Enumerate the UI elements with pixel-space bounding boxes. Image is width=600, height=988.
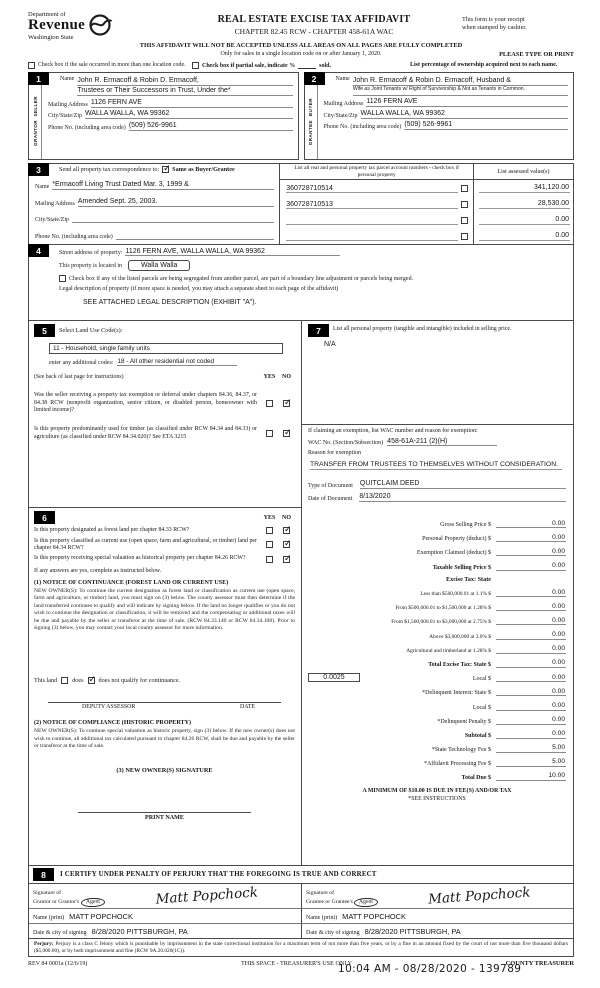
- does-not-checkbox[interactable]: [88, 677, 95, 684]
- grantee-signature[interactable]: Matt Popchock: [427, 884, 531, 908]
- corr-phone-label: Phone No. (including area code): [35, 234, 113, 241]
- receipt-note-line2: when stamped by cashier.: [462, 23, 527, 31]
- total-due-input[interactable]: 10.00: [496, 772, 566, 781]
- state-technology-fee-label: *State Technology Fee $: [431, 746, 491, 753]
- grantor-word: GRANTOR: [32, 120, 38, 147]
- treasurer-space-label: THIS SPACE - TREASURER'S USE ONLY: [241, 960, 353, 968]
- multi-location-label: Check box if the sale occurred in more than one location code.: [38, 62, 186, 68]
- deputy-assessor-label: DEPUTY ASSESSOR: [82, 703, 136, 710]
- grantor-date-row: [29, 923, 301, 938]
- subtotal-row: [308, 730, 566, 739]
- question-tax-exemption-text: Was the seller receiving a property tax exemption or deferral under chapters 84.36, 84.37, or 84.38 RCW (nonprofit organization, senior citizen, or disabled person, homeowner with limited income)?: [34, 392, 257, 413]
- form-title: REAL ESTATE EXCISE TAX AFFIDAVIT: [217, 14, 411, 25]
- buyer-phone-row: [324, 121, 569, 130]
- question-current-use: [34, 538, 295, 553]
- parcel-personal-checkbox[interactable]: [461, 217, 468, 224]
- gross-selling-price-input[interactable]: 0.00: [496, 520, 566, 529]
- tier3-input[interactable]: 0.00: [496, 617, 566, 626]
- tier4-row: [308, 631, 566, 640]
- grantor-signature-row: [29, 884, 301, 908]
- deputy-assessor-line: [48, 702, 281, 710]
- local-tax-row: [308, 673, 566, 682]
- assessed-value-input[interactable]: 0.00: [479, 232, 570, 241]
- left-column: [29, 321, 301, 865]
- parcel-row: [280, 196, 573, 212]
- subtotal-input[interactable]: 0.00: [496, 730, 566, 739]
- grantee-signature-row: [302, 884, 573, 908]
- form-chapter: CHAPTER 82.45 RCW - CHAPTER 458-61A WAC: [234, 27, 394, 36]
- timber-no-checkbox[interactable]: [283, 430, 290, 437]
- total-excise-state-row: [308, 659, 566, 668]
- parcel-number-input[interactable]: [286, 216, 458, 225]
- question-historic-text: Is this property receiving special valuation as historical property per chapter 84.26 RCW?: [34, 555, 246, 562]
- section-4-number: 4: [28, 244, 49, 257]
- cashier-timestamp: 10:04 AM - 08/28/2020 - 139789: [338, 963, 522, 975]
- segregated-label: Check box if any of the listed parcels are being segregated from another parcel, are part of a boundary line adjustment or parcels being merged.: [69, 275, 414, 282]
- buyer-city-label: City/State/Zip: [323, 112, 358, 119]
- taxable-selling-price-row: [308, 562, 566, 571]
- multi-location-item: [28, 62, 186, 69]
- grantee-date-row: [302, 923, 573, 938]
- forest-yes-checkbox[interactable]: [266, 527, 273, 534]
- delinquent-interest-local-row: [308, 702, 566, 711]
- affidavit-processing-fee-input[interactable]: 5.00: [496, 758, 566, 767]
- question-historic-boxes: [261, 556, 295, 563]
- located-in-row: [35, 260, 567, 271]
- current-use-no-checkbox[interactable]: [283, 541, 290, 548]
- does-checkbox[interactable]: [61, 677, 68, 684]
- designations-head: [34, 511, 295, 524]
- buyer-fields: [318, 73, 574, 159]
- send-correspondence-label: Send all property tax correspondence to:: [59, 166, 160, 174]
- send-correspondence-row: [35, 166, 274, 173]
- delinquent-interest-local-label: Local $: [472, 704, 491, 711]
- does-not-label: does not qualify for continuance.: [98, 676, 181, 684]
- parcel-number-input[interactable]: 360728710513: [286, 200, 458, 209]
- notice-compliance-body: NEW OWNER(S): To continue special valuation as historic property, sign (3) below. If the new owner(s) does not wish to continue, all additional tax calculated pursuant to chapter 84.26 RCW, shall be due and payable by the seller or transferor at the time of sale.: [34, 727, 295, 750]
- certification-head: [29, 866, 573, 883]
- see-back-note: (See back of last page for instructions): [34, 374, 124, 381]
- assessed-value-input[interactable]: 0.00: [479, 216, 570, 225]
- completion-warning: THIS AFFIDAVIT WILL NOT BE ACCEPTED UNLESS ALL AREAS ON ALL PAGES ARE FULLY COMPLETED: [139, 42, 463, 49]
- signature-grid: [29, 883, 573, 938]
- buyer-phone-input[interactable]: (509) 526-9961: [404, 121, 568, 130]
- local-tax-input[interactable]: 0.00: [496, 674, 566, 683]
- section-4-property: [28, 244, 574, 321]
- corr-city-row: [35, 214, 274, 223]
- yes-label: YES: [263, 374, 276, 381]
- section-3-number: 3: [28, 163, 49, 176]
- corr-name-label: Name: [35, 183, 50, 190]
- delinquent-penalty-input[interactable]: 0.00: [496, 716, 566, 725]
- delinquent-penalty-row: [308, 716, 566, 725]
- personal-property-deduct-row: [308, 534, 566, 543]
- personal-property-deduct-input[interactable]: 0.00: [496, 534, 566, 543]
- parcel-numbers-header: List all real and personal property tax parcel account numbers - check box if personal property: [294, 165, 459, 178]
- certify-statement: I CERTIFY UNDER PENALTY OF PERJURY THAT THE FOREGOING IS TRUE AND CORRECT: [60, 871, 377, 879]
- yes-label: YES: [263, 514, 276, 521]
- tier3-row: [308, 617, 566, 626]
- partial-sale-checkbox[interactable]: [192, 62, 199, 69]
- tier4-label: Above $3,000,000 at 3.0% $: [429, 633, 491, 640]
- buyer-name-input-line2[interactable]: Wife as Joint Tenants w/ Right of Survivorship & Not as Tenants in Common.: [353, 86, 568, 96]
- question-current-use-boxes: [261, 541, 295, 548]
- dor-logo-text: [28, 11, 85, 41]
- title-block: [166, 8, 462, 36]
- perjury-text: Perjury is a class C felony which is punishable by imprisonment in the state correctional institution for a maximum term of not more than five years, or by a fine in an amount fixed by the court of not more than five thousand dollars ($5,000.00), or by both imprisonment and fine (RCW 9A.20.020(1C)).: [34, 941, 568, 954]
- type-of-document-input[interactable]: QUITCLAIM DEED: [360, 480, 566, 489]
- section-6-designations: [29, 508, 301, 865]
- delinquent-interest-state-input[interactable]: 0.00: [496, 688, 566, 697]
- delinquent-interest-local-input[interactable]: 0.00: [496, 702, 566, 711]
- located-in-label: This property is located in: [59, 262, 122, 269]
- segregated-row: [35, 275, 567, 282]
- assessed-values-header: List assessed value(s): [473, 164, 573, 179]
- corr-mailing-label: Mailing Address: [35, 200, 75, 207]
- tier1-label: Less than $500,000.01 at 1.1% $: [420, 591, 491, 598]
- grantee-date-label: Date & city of signing: [306, 930, 360, 937]
- buyer-name-row: [324, 76, 569, 96]
- exemption-claimed-row: [308, 548, 566, 557]
- total-due-label: Total Due $: [461, 774, 491, 781]
- single-location-note: Only for sales in a single location code on or after January 1, 2020.: [220, 51, 382, 57]
- no-label: NO: [282, 374, 291, 381]
- washington-state-label: Washington State: [28, 34, 74, 41]
- parcel-table-header: [280, 164, 573, 180]
- delinquent-interest-state-label: *Delinquent Interest: State $: [422, 690, 491, 697]
- revenue-swirl-icon: [87, 13, 113, 37]
- taxable-selling-price-input[interactable]: 0.00: [496, 562, 566, 571]
- reason-input[interactable]: TRANSFER FROM TRUSTEES TO THEMSELVES WITHOUT CONSIDERATION.: [310, 459, 562, 470]
- parcel-table: [279, 164, 573, 244]
- section-5-number: 5: [34, 324, 55, 337]
- tier2-input[interactable]: 0.00: [496, 603, 566, 612]
- tier4-input[interactable]: 0.00: [496, 631, 566, 640]
- current-use-yes-checkbox[interactable]: [266, 541, 273, 548]
- section-6-number: 6: [34, 511, 55, 524]
- parcel-personal-checkbox[interactable]: [461, 233, 468, 240]
- legal-description-value[interactable]: SEE ATTACHED LEGAL DESCRIPTION (EXHIBIT "A").: [83, 299, 257, 307]
- grantor-signature[interactable]: Matt Popchock: [155, 884, 259, 908]
- grantor-agent-circled: Agent: [80, 897, 104, 907]
- assessed-value-input[interactable]: 28,530.00: [479, 200, 570, 209]
- yes-no-header: [261, 515, 295, 521]
- print-name-label: PRINT NAME: [145, 814, 184, 821]
- grantor-name-label: Name (print): [33, 915, 65, 922]
- seller-name-row: [48, 76, 293, 96]
- section-1-number: 1: [28, 72, 49, 85]
- question-timber-use: [34, 426, 295, 441]
- notice-continuance-title: (1) NOTICE OF CONTINUANCE (FOREST LAND OR CURRENT USE): [34, 579, 229, 586]
- delinquent-penalty-label: *Delinquent Penalty $: [437, 718, 491, 725]
- land-use-head: [34, 324, 295, 337]
- personal-property-input[interactable]: N/A: [324, 341, 336, 349]
- corr-name-input[interactable]: *Ermacoff Living Trust Dated Mar. 3, 1999 &: [52, 181, 274, 190]
- revenue-label: Revenue: [28, 17, 86, 33]
- forest-no-checkbox[interactable]: [283, 527, 290, 534]
- land-use-code-input[interactable]: 11 - Household, single family units: [49, 343, 283, 354]
- type-of-document-row: [308, 480, 566, 489]
- street-address-input[interactable]: 1126 FERN AVE, WALLA WALLA, WA 99362: [125, 248, 340, 256]
- affidavit-processing-fee-label: *Affidavit Processing Fee $: [423, 760, 491, 767]
- grantor-date-input[interactable]: 8/28/2020 PITTSBURGH, PA: [91, 927, 188, 937]
- partial-sale-sold-label: sold.: [319, 63, 332, 69]
- date-of-document-input[interactable]: 8/13/2020: [359, 493, 566, 502]
- corr-name-row: [35, 181, 274, 190]
- delinquent-interest-state-row: [308, 688, 566, 697]
- date-of-document-label: Date of Document: [308, 496, 353, 503]
- reason-label: Reason for exemption: [308, 450, 361, 457]
- state-technology-fee-row: [308, 744, 566, 753]
- seller-fields: [42, 73, 298, 159]
- subtotal-label: Subtotal $: [464, 732, 491, 739]
- grantor-name-input[interactable]: MATT POPCHOCK: [69, 912, 133, 922]
- parcel-row: [280, 212, 573, 228]
- multi-location-checkbox[interactable]: [28, 62, 35, 69]
- seller-name-input-line1[interactable]: John R. Ermacoff & Robin D. Ermacoff,: [77, 76, 292, 86]
- taxable-selling-price-label: Taxable Selling Price $: [432, 564, 491, 571]
- seller-phone-row: [48, 122, 293, 131]
- grantor-signature-column: [29, 884, 301, 938]
- right-column: [301, 321, 573, 865]
- assessed-value-input[interactable]: 341,120.00: [479, 184, 570, 193]
- exemption-divider: [302, 424, 573, 425]
- department-of-label: Department of: [28, 11, 66, 18]
- segregated-checkbox[interactable]: [59, 275, 66, 282]
- form-header: [28, 8, 574, 41]
- wac-row: [308, 438, 566, 446]
- parcel-number-input[interactable]: [286, 232, 458, 241]
- parcel-number-input[interactable]: 360728710514: [286, 184, 458, 193]
- question-forest-land: [34, 527, 295, 534]
- excise-tax-state-label: Excise Tax: State: [445, 576, 491, 584]
- section-8-number: 8: [33, 868, 54, 881]
- exemption-claimed-label: Exemption Claimed (deduct) $: [416, 550, 491, 557]
- wac-label: WAC No. (Section/Subsection): [308, 440, 384, 447]
- section-2-number: 2: [304, 72, 325, 85]
- section-5-land-use: [29, 321, 301, 508]
- grantee-name-label: Name (print): [306, 915, 338, 922]
- additional-codes-label: enter any additional codes:: [49, 360, 114, 367]
- seller-phone-label: Phone No. (including area code): [48, 124, 126, 131]
- county-treasurer-label: COUNTY TREASURER: [505, 960, 574, 968]
- ownership-percentage-note: List percentage of ownership acquired next to each name.: [410, 62, 558, 68]
- total-due-row: [308, 772, 566, 781]
- no-label: NO: [282, 514, 291, 521]
- agricultural-input[interactable]: 0.00: [496, 645, 566, 654]
- grantor-date-label: Date & city of signing: [33, 930, 87, 937]
- buyer-mailing-input[interactable]: 1126 FERN AVE: [366, 98, 568, 107]
- wac-input[interactable]: 458-61A-211 (2)(H): [387, 438, 497, 446]
- form-rev-number: REV 84 0001a (12/6/19): [28, 960, 88, 967]
- notice-compliance-title: (2) NOTICE OF COMPLIANCE (HISTORIC PROPERTY): [34, 719, 192, 726]
- partial-sale-item: [186, 62, 400, 69]
- print-name-signature-line[interactable]: [78, 812, 251, 813]
- this-land-label: This land: [34, 676, 58, 684]
- timber-yes-checkbox[interactable]: [266, 430, 273, 437]
- grantee-word: GRANTEE: [308, 119, 313, 145]
- question-forest-land-boxes: [261, 527, 295, 534]
- buyer-word: BUYER: [308, 97, 313, 116]
- dor-logo: [28, 8, 166, 41]
- see-back-row: [34, 374, 295, 380]
- tier1-row: [308, 589, 566, 598]
- seller-name-values: [77, 76, 292, 96]
- corr-mailing-row: [35, 198, 274, 207]
- please-type-or-print: PLEASE TYPE OR PRINT: [499, 51, 574, 58]
- personal-property-label: List all personal property (tangible and intangible) included in selling price.: [333, 326, 512, 333]
- corr-city-label: City/State/Zip: [35, 217, 69, 224]
- personal-property-head: [308, 324, 566, 337]
- see-instructions-note: *SEE INSTRUCTIONS: [408, 795, 466, 802]
- section-7-number: 7: [308, 324, 329, 337]
- corr-mailing-input[interactable]: Amended Sept. 25, 2003.: [78, 198, 274, 207]
- gross-selling-price-row: [308, 520, 566, 529]
- exemption-yes-checkbox[interactable]: [266, 400, 273, 407]
- seller-name-input-line2[interactable]: Trustees or Their Successors in Trust, Under the*: [77, 86, 292, 96]
- buyer-phone-label: Phone No. (including area code): [323, 124, 402, 131]
- seller-mailing-row: [48, 99, 293, 108]
- parcel-personal-checkbox[interactable]: [461, 185, 468, 192]
- receipt-note-line1: This form is your receipt: [462, 16, 525, 23]
- personal-property-deduct-label: Personal Property (deduct) $: [422, 536, 491, 543]
- total-excise-state-label: Total Excise Tax: State $: [428, 661, 491, 668]
- corr-phone-input[interactable]: [116, 231, 274, 240]
- tier1-input[interactable]: 0.00: [496, 589, 566, 598]
- buyer-city-input[interactable]: WALLA WALLA, WA 99362: [361, 110, 569, 119]
- located-in-input[interactable]: Walla Walla: [128, 260, 190, 271]
- additional-codes-input[interactable]: 18 - All other residential not coded: [117, 358, 237, 366]
- section-2-buyer: [304, 72, 575, 160]
- notice-continuance-body: NEW OWNER(S): To continue the current designation as forest land or classification as current use (open space, farm and agriculture, or timber) land, you must sign on (3) below. The county assessor must then determine if the land transferred continues to qualify and will indicate by signing below. If the land no longer qualifies or you do not wish to continue the designation or classification, it will be removed and the compensating or additional taxes will be due and payable by the seller or transferor at the time of sale. (RCW 84.33.140 or RCW 84.34.108). Prior to signing (3) below, you may contact your local county assessor for more information.: [34, 587, 295, 632]
- yes-no-header: [261, 374, 295, 380]
- corr-phone-row: [35, 231, 274, 240]
- buyer-city-row: [324, 110, 569, 119]
- street-address-row: [35, 248, 567, 256]
- minimum-due-note: A MINIMUM OF $10.00 IS DUE IN FEE(S) AND/OR TAX: [362, 787, 512, 794]
- buyer-grantee-side-label: [305, 73, 318, 159]
- partial-sale-percent-blank[interactable]: [298, 62, 316, 69]
- local-tax-label: Local $: [472, 676, 491, 683]
- grantee-date-input[interactable]: 8/28/2020 PITTSBURGH, PA: [364, 927, 461, 937]
- agricultural-label: Agricultural and timberland at 1.28% $: [406, 647, 491, 654]
- buyer-name-values: [353, 76, 568, 96]
- partial-sale-label: Check box if partial sale, indicate %: [202, 63, 296, 69]
- tier3-label: From $1,500,000.01 to $3,000,000 at 2.75% $: [391, 619, 491, 626]
- grantor-signature-label: Signature of Grantor or Grantor's Agent: [33, 890, 119, 907]
- grantee-agent-circled: Agent: [354, 897, 378, 907]
- exemption-intro: If claiming an exemption, list WAC number and reason for exemption:: [308, 428, 478, 435]
- grantor-name-row: [29, 908, 301, 923]
- grantee-name-row: [302, 908, 573, 923]
- agricultural-row: [308, 645, 566, 654]
- new-owner-signature-label: (3) NEW OWNER(S) SIGNATURE: [116, 766, 213, 774]
- total-excise-state-input[interactable]: 0.00: [496, 659, 566, 668]
- same-as-buyer-label: Same as Buyer/Grantee: [172, 166, 235, 174]
- exemption-claimed-input[interactable]: 0.00: [496, 548, 566, 557]
- parcel-row: [280, 180, 573, 196]
- seller-city-label: City/State/Zip: [48, 113, 82, 120]
- seller-mailing-label: Mailing Address: [48, 101, 88, 108]
- section-1-seller: [28, 72, 299, 160]
- section-3-correspondence: [28, 163, 574, 245]
- perjury-word: Perjury:: [34, 941, 54, 948]
- street-address-label: Street address of property:: [59, 250, 123, 257]
- assessor-date-label: DATE: [239, 703, 255, 710]
- question-historic: [34, 555, 295, 562]
- seller-name-label: Name: [60, 76, 75, 83]
- grantee-signature-label: Signature of Grantee or Grantee's Agent: [306, 890, 392, 907]
- same-as-buyer-checkbox[interactable]: [162, 166, 169, 173]
- section-7-exemption-tax: [302, 321, 573, 865]
- section-8-certification: [28, 865, 574, 939]
- date-of-document-row: [308, 493, 566, 502]
- excise-tax-state-header: [308, 576, 566, 583]
- does-label: does: [72, 676, 84, 684]
- perjury-note: [28, 939, 574, 957]
- land-use-label: Select Land Use Code(s):: [59, 327, 123, 335]
- tier2-label: From $500,000.01 to $1,500,000 at 1.28% $: [395, 605, 491, 612]
- seller-city-input[interactable]: WALLA WALLA, WA 99362: [85, 110, 293, 119]
- legal-description-label: Legal description of property (if more space is needed, you may attach a separate sheet to each page of the affidavit): [59, 286, 339, 293]
- question-timber-use-boxes: [261, 430, 295, 437]
- state-technology-fee-input[interactable]: 5.00: [496, 744, 566, 753]
- question-forest-land-text: Is this property designated as forest land per chapter 84.33 RCW?: [34, 527, 190, 534]
- affidavit-processing-fee-row: [308, 758, 566, 767]
- seller-city-row: [48, 110, 293, 119]
- buyer-mailing-label: Mailing Address: [323, 101, 364, 108]
- grantee-signature-column: [301, 884, 573, 938]
- question-current-use-text: Is this property classified as current use (open space, farm and agricultural, or timber) land per chapter 84.34 RCW?: [34, 537, 257, 551]
- exemption-no-checkbox[interactable]: [283, 400, 290, 407]
- local-rate-box[interactable]: 0.0025: [308, 673, 360, 682]
- seller-phone-input[interactable]: (509) 526-9961: [129, 122, 293, 131]
- type-of-document-label: Type of Document: [308, 483, 353, 490]
- seller-grantor-side-label: [29, 73, 42, 159]
- buyer-name-input-line1[interactable]: John R. Ermacoff & Robin D. Ermacoff, Husband &: [353, 76, 568, 86]
- lower-two-columns: [28, 320, 574, 866]
- tax-table: [308, 514, 566, 781]
- tier2-row: [308, 603, 566, 612]
- correspondence-fields: [29, 164, 279, 244]
- historic-no-checkbox[interactable]: [283, 556, 290, 563]
- question-tax-exemption: [34, 392, 295, 414]
- continuance-qualify-row: [34, 677, 295, 684]
- parcel-personal-checkbox[interactable]: [461, 201, 468, 208]
- if-yes-note: If any answers are yes, complete as instructed below.: [34, 567, 162, 574]
- top-checkbox-row: [28, 62, 574, 69]
- parcel-row: [280, 228, 573, 244]
- additional-codes-row: [49, 358, 295, 366]
- receipt-note: [462, 8, 574, 32]
- seller-word: SELLER: [32, 95, 38, 117]
- subnote-row: [28, 51, 574, 60]
- buyer-mailing-row: [324, 98, 569, 107]
- buyer-name-label: Name: [335, 76, 350, 83]
- parties-row: [28, 72, 574, 160]
- legal-description-row: [35, 286, 567, 292]
- grantee-name-input[interactable]: MATT POPCHOCK: [342, 912, 406, 922]
- historic-yes-checkbox[interactable]: [266, 556, 273, 563]
- seller-mailing-input[interactable]: 1126 FERN AVE: [91, 99, 293, 108]
- corr-city-input[interactable]: [72, 214, 274, 223]
- question-timber-use-text: Is this property predominantly used for timber (as classified under RCW 84.34 and 84.33) or agriculture (as classified under RCW 84.34.020)? See ETA 3215: [34, 426, 257, 440]
- gross-selling-price-label: Gross Selling Price $: [440, 522, 491, 529]
- question-tax-exemption-boxes: [261, 400, 295, 407]
